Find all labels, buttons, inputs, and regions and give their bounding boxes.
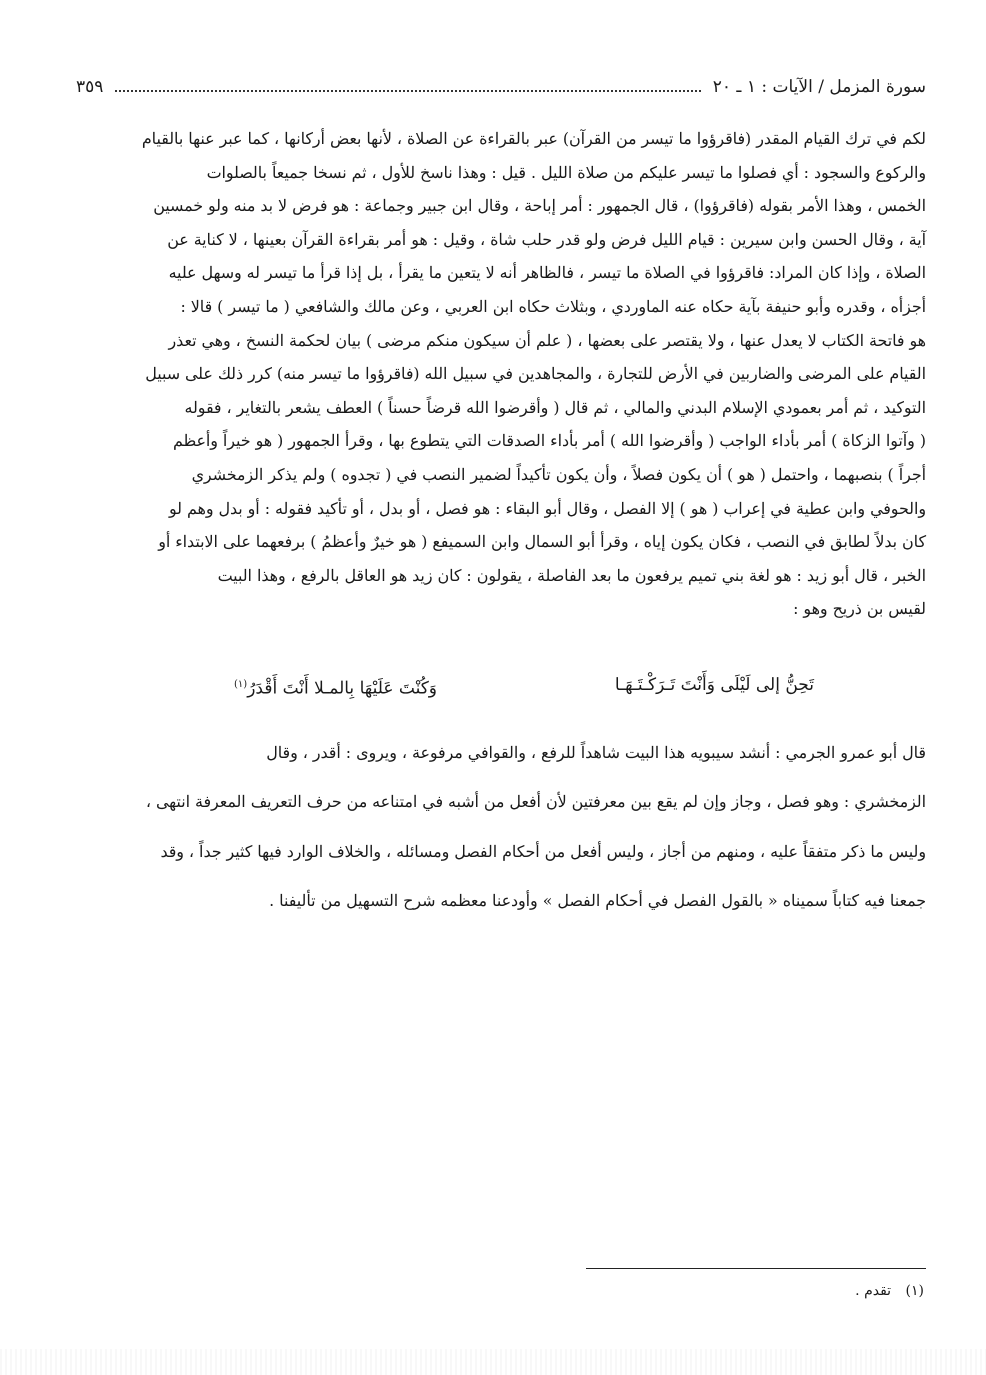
text-line: لقيس بن ذريح وهو : xyxy=(793,599,926,619)
text-line: هو فاتحة الكتاب لا يعدل عنها ، ولا يقتصر على بعضها ، ( علم أن سيكون منكم مرضى ) بيان لحكمة النسخ ، وهي تعذر xyxy=(168,330,926,350)
text-line: كان بدلاً لطابق في النصب ، فكان يكون إياه ، وقرأ أبو السمال وابن السميفع ( هو خيرٌ وأعظمُ ) برفعهما على الابتداء أو xyxy=(158,532,926,552)
text-line: الصلاة ، وإذا كان المراد: فاقرؤوا في الصلاة ما تيسر ، فالظاهر أنه لا يتعين ما يقرأ ، بل إذا قرأ ما تيسر له وسهل عليه xyxy=(168,263,926,283)
poetry-verse xyxy=(234,668,814,706)
footnote xyxy=(855,1283,924,1299)
text-line: لكم في ترك القيام المقدر (فاقرؤوا ما تيسر من القرآن) عبر بالقراءة عن الصلاة ، لأنها بعض أركانها ، كما عبر عنها بالقيام xyxy=(141,129,926,148)
main-paragraph xyxy=(66,122,926,626)
scan-edge-noise xyxy=(0,1349,986,1375)
verse-second-hemistich: وَكُنْتَ عَلَيْهَا بِالمـلا أَنْتَ أَقْدَرُ xyxy=(247,678,438,699)
footnote-text: تقدم . xyxy=(855,1283,892,1299)
header-title: سورة المزمل / الآيات : ١ ـ ٢٠ xyxy=(712,77,926,97)
text-line: والحوفي وابن عطية في إعراب ( هو ) إلا الفصل ، وقال أبو البقاء : هو فصل ، أو بدل ، أو تأكيد فقوله : أو بدل وهم لو xyxy=(168,498,926,518)
text-line: ( وآتوا الزكاة ) أمر بأداء الواجب ( وأقرضوا الله ) أمر بأداء الصدقات التي يتطوع بها ، وقرأ الجمهور ( هو خيراً وأعظم xyxy=(172,431,926,451)
footnote-divider xyxy=(586,1268,926,1269)
text-line: وليس ما ذكر متفقاً عليه ، ومنهم من أجاز ، وليس أفعل من أحكام الفصل ومسائله ، والخلاف الوارد فيها كثير جداً ، وقد xyxy=(160,841,926,861)
text-line: أجزأه ، وقدره وأبو حنيفة بآية حكاه عنه الماوردي ، وبثلاث حكاه ابن العربي ، وعن مالك والشافعي ( ما تيسر ) قالا : xyxy=(180,296,926,316)
text-line: والركوع والسجود : أي فصلوا ما تيسر عليكم من صلاة الليل . قيل : وهذا ناسخ للأول ، ثم نسخا جميعاً بالصلوات xyxy=(206,162,926,182)
text-line: آية ، وقال الحسن وابن سيرين : قيام الليل فرض ولو قدر حلب شاة ، وقيل : هو أمر بقراءة القرآن بعينها ، لا كناية عن xyxy=(167,229,926,249)
text-line: جمعنا فيه كتاباً سميناه « بالقول الفصل في أحكام الفصل » وأودعنا معظمه شرح التسهيل من تأليفنا . xyxy=(269,890,926,910)
second-paragraph xyxy=(66,720,926,933)
footnote-marker: (١) xyxy=(905,1283,924,1299)
text-line: الزمخشري : وهو فصل ، وجاز وإن لم يقع بين معرفتين لأن أفعل من أشبه في امتناعه من حرف التعريف المعرفة انتهى ، xyxy=(145,792,926,812)
text-line: التوكيد ، ثم أمر بعمودي الإسلام البدني والمالي ، ثم قال ( وأقرضوا الله قرضاً حسناً ) العطف يشعر بالتغاير ، فقوله xyxy=(184,397,926,417)
text-line: القيام على المرضى والضاربين في الأرض للتجارة ، والمجاهدين في سبيل الله (فاقرؤوا ما تيسر منه) كرر ذلك على سبيل xyxy=(145,364,926,384)
verse-first-hemistich: تَحِنُّ إلى لَيْلَى وَأَنْتَ تَـرَكْـتَـهَـا xyxy=(614,675,814,695)
running-header xyxy=(76,70,926,104)
header-dot-leader xyxy=(115,90,700,92)
verse-second-hemistich-wrap xyxy=(234,668,437,706)
page-number: ٣٥٩ xyxy=(76,77,104,97)
text-line: قال أبو عمرو الجرمي : أنشد سيبويه هذا البيت شاهداً للرفع ، والقوافي مرفوعة ، ويروى : أقدر ، وقال xyxy=(266,742,926,762)
text-line: الخبر ، قال أبو زيد : هو لغة بني تميم يرفعون ما بعد الفاصلة ، يقولون : كان زيد هو العاقل بالرفع ، وهذا البيت xyxy=(217,565,926,585)
verse-footnote-marker: (١) xyxy=(234,679,248,690)
text-line: أجراً ) بنصبهما ، واحتمل ( هو ) أن يكون فصلاً ، وأن يكون تأكيداً لضمير النصب في ( تجدوه ) ولم يذكر الزمخشري xyxy=(191,464,926,484)
text-line: الخمس ، وهذا الأمر بقوله (فاقرؤوا) ، قال الجمهور : أمر إباحة ، وقال ابن جبير وجماعة : هو فرض لا بد منه ولو خمسين xyxy=(153,196,926,216)
